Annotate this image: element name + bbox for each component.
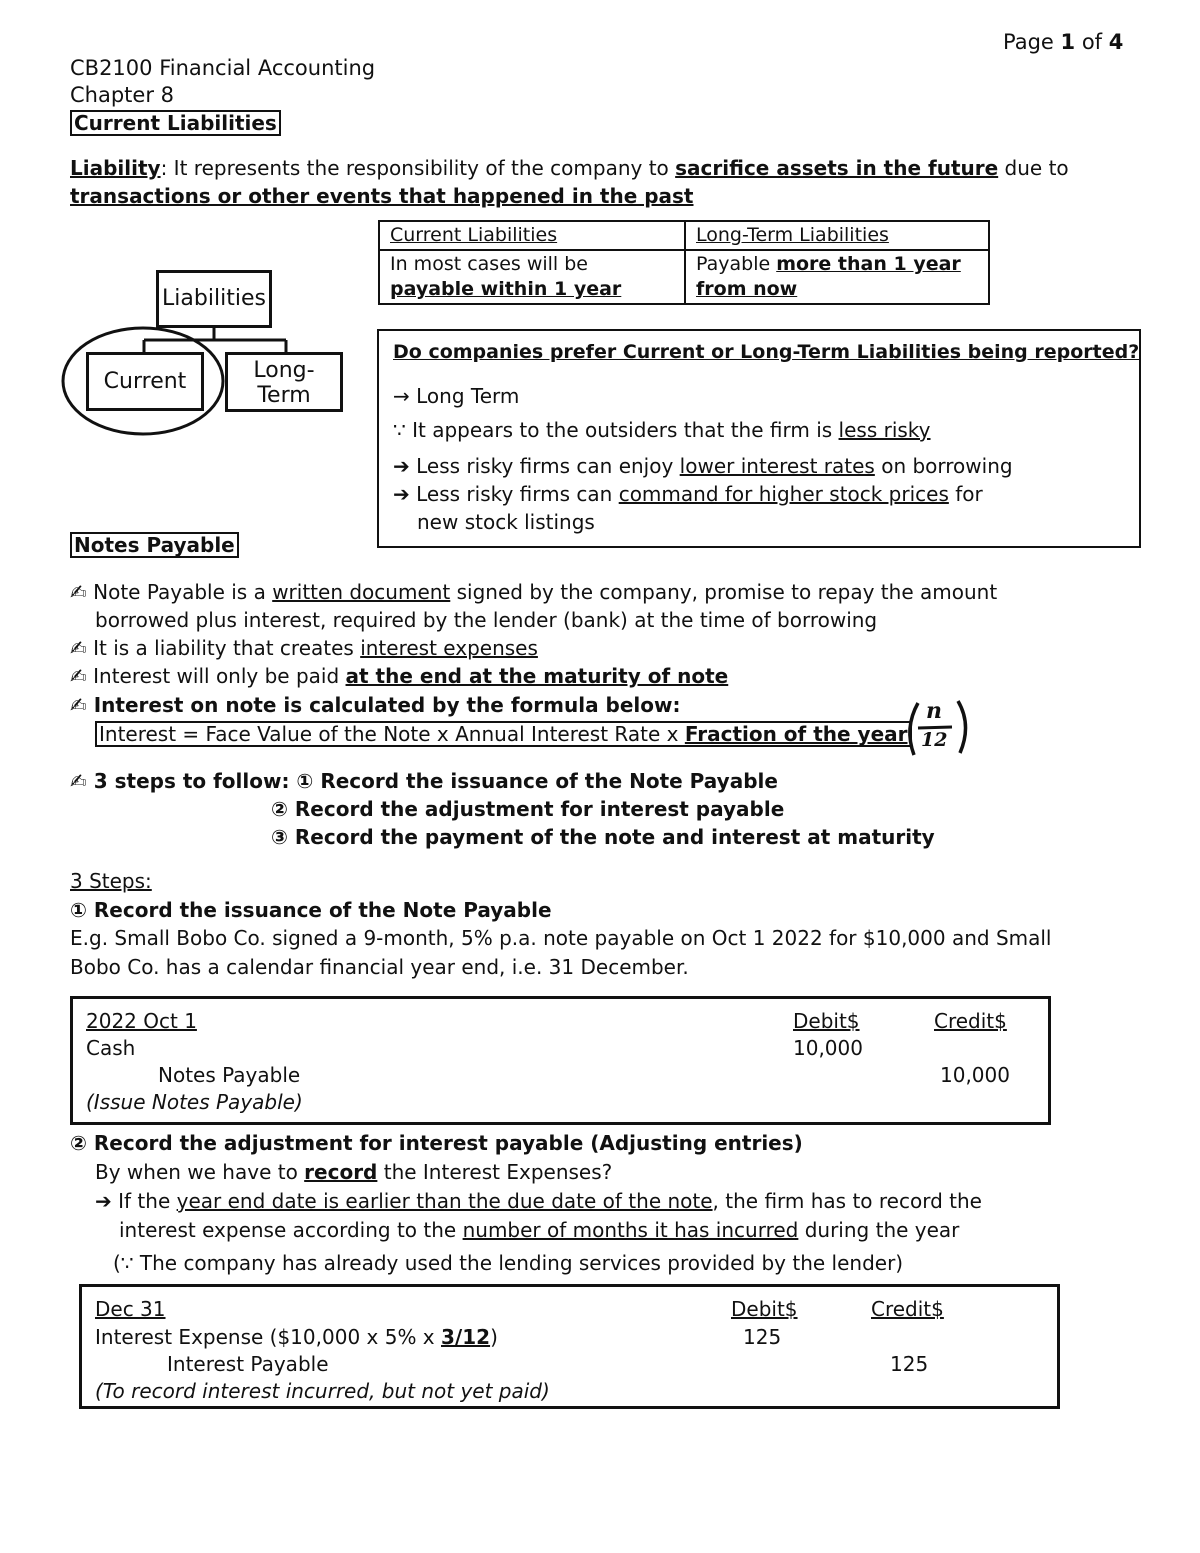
nb1-emph: written document: [272, 580, 451, 604]
def-text-b: due to: [998, 156, 1069, 180]
nb4-text: Interest on note is calculated by the formula below:: [93, 693, 681, 717]
nb1-text-a: Note Payable is a: [93, 580, 273, 604]
page-of: of: [1075, 30, 1109, 54]
arrow-bullet-icon: ➔: [393, 482, 410, 506]
j1-row1-debit: 10,000: [793, 1036, 863, 1060]
j1-date: 2022 Oct 1: [86, 1009, 197, 1033]
s2if-text-a: If the: [111, 1189, 177, 1213]
head-current: Current Liabilities: [379, 221, 685, 250]
page-number: [1003, 30, 1123, 54]
bullet2-text-a: Less risky firms can: [409, 482, 619, 506]
current-text: In most cases will be: [390, 253, 588, 275]
step2-title: ② Record the adjustment for interest payable (Adjusting entries): [70, 1131, 803, 1155]
step1-example-2: Bobo Co. has a calendar financial year end, i.e. 31 December.: [70, 955, 689, 979]
answer-line: [393, 384, 519, 408]
nb2-text-a: It is a liability that creates: [93, 636, 361, 660]
steps-heading: 3 Steps:: [70, 869, 152, 893]
risk-bullet-2: [393, 482, 983, 506]
handwritten-fraction: [902, 697, 972, 759]
step2-if-cont: [119, 1216, 959, 1244]
notes-bullet-4: [70, 691, 680, 719]
because-icon: ∵: [393, 418, 406, 442]
journal-entry-adjustment: [79, 1284, 1060, 1409]
def-emph-a: sacrifice assets in the future: [675, 156, 999, 180]
pencil-icon: ✍: [70, 769, 87, 793]
notes-bullet-3: [70, 662, 728, 690]
s2if-emph1: year end date is earlier than the due date of the note: [176, 1189, 713, 1213]
j2-acc-a: Interest Expense ($10,000 x 5% x: [95, 1325, 441, 1349]
j2-acc-emph: 3/12: [441, 1325, 491, 1349]
j2-narration: (To record interest incurred, but not yet paid): [95, 1379, 550, 1403]
notes-bullet-1: [70, 578, 997, 606]
s2q-emph: record: [304, 1160, 378, 1184]
s2if-text-b: , the firm has to record the: [712, 1189, 982, 1213]
page-total: 4: [1108, 30, 1124, 54]
s2if-text-d: during the year: [798, 1218, 960, 1242]
diagram-long-line2: Term: [257, 383, 311, 408]
right-arrow-icon: →: [393, 384, 410, 408]
formula-text: Interest = Face Value of the Note x Annual Interest Rate x: [99, 722, 685, 746]
j2-credit-head: Credit$: [871, 1297, 944, 1321]
head-long-term: Long-Term Liabilities: [685, 221, 989, 250]
answer-text: Long Term: [409, 384, 520, 408]
risk-bullet-2-cont: new stock listings: [417, 510, 595, 534]
chapter-title: Chapter 8: [70, 83, 174, 107]
j1-debit-head: Debit$: [793, 1009, 860, 1033]
step1-example-1: E.g. Small Bobo Co. signed a 9-month, 5% p.a. note payable on Oct 1 2022 for $10,000 and Small: [70, 926, 1052, 950]
nb2-emph: interest expenses: [360, 636, 538, 660]
pencil-icon: ✍: [70, 664, 87, 688]
j1-row2-credit: 10,000: [940, 1063, 1010, 1087]
j2-debit-head: Debit$: [731, 1297, 798, 1321]
def-colon: :: [160, 156, 168, 180]
pencil-icon: ✍: [70, 693, 87, 717]
liabilities-comparison-table: [378, 220, 990, 305]
notes-bullet-2: [70, 634, 538, 662]
page-label: Page: [1003, 30, 1061, 54]
diagram-long-term: [225, 352, 343, 412]
liability-term: Liability: [70, 156, 161, 180]
hand-denominator: 12: [921, 729, 948, 751]
bullet2-emph: command for higher stock prices: [618, 482, 949, 506]
because-emph: less risky: [838, 418, 931, 442]
course-title: CB2100 Financial Accounting: [70, 56, 376, 80]
j1-row1-account: Cash: [86, 1036, 136, 1060]
step1-title: ① Record the issuance of the Note Payable: [70, 898, 552, 922]
j1-narration: (Issue Notes Payable): [86, 1090, 303, 1114]
long-emph1: more than 1 year: [776, 253, 961, 275]
nb3-text-a: Interest will only be paid: [93, 664, 346, 688]
s2q-text-a: By when we have to: [95, 1160, 305, 1184]
because-line: [393, 418, 931, 442]
question-title: Do companies prefer Current or Long-Term Liabilities being reported?: [393, 341, 1140, 363]
interest-formula: [95, 721, 912, 747]
cell-long-term: [685, 250, 989, 304]
hand-numerator: n: [926, 698, 942, 724]
s2q-text-b: the Interest Expenses?: [377, 1160, 613, 1184]
notes-bullet-1-cont: borrowed plus interest, required by the lender (bank) at the time of borrowing: [95, 608, 878, 632]
def-emph-b: transactions or other events that happened in the past: [70, 184, 694, 208]
j1-row2-account: Notes Payable: [158, 1063, 301, 1087]
diagram-current: Current: [86, 352, 204, 411]
nb3-emph: at the end at the maturity of note: [345, 664, 729, 688]
notes-payable-heading: Notes Payable: [70, 532, 239, 558]
diagram-long-line1: Long-: [253, 358, 315, 383]
cell-current: [379, 250, 685, 304]
long-emph2: from now: [696, 278, 798, 300]
steps-lead: 3 steps to follow:: [93, 769, 297, 793]
bullet1-emph: lower interest rates: [679, 454, 875, 478]
bullet2-text-b: for: [948, 482, 983, 506]
arrow-bullet-icon: ➔: [95, 1189, 112, 1213]
pencil-icon: ✍: [70, 580, 87, 604]
current-emph: payable within 1 year: [390, 278, 622, 300]
steps-overview-3: ③ Record the payment of the note and interest at maturity: [271, 825, 935, 849]
bullet1-text-b: on borrowing: [874, 454, 1013, 478]
j2-acc-b: ): [490, 1325, 498, 1349]
step2-if: [95, 1187, 982, 1215]
j2-date: Dec 31: [95, 1297, 166, 1321]
liability-definition: [70, 154, 1069, 182]
page-current: 1: [1060, 30, 1076, 54]
formula-emph: Fraction of the year: [684, 722, 908, 746]
diagram-root-liabilities: Liabilities: [156, 270, 272, 328]
bullet1-text-a: Less risky firms can enjoy: [409, 454, 680, 478]
long-text: Payable: [696, 253, 777, 275]
step2-question: [95, 1158, 612, 1186]
j1-credit-head: Credit$: [934, 1009, 1007, 1033]
s2if-emph2: number of months it has incurred: [462, 1218, 799, 1242]
steps-overview-1: [70, 767, 778, 795]
j2-row1-debit: 125: [743, 1325, 782, 1349]
steps-overview-2: ② Record the adjustment for interest payable: [271, 797, 785, 821]
risk-bullet-1: [393, 454, 1013, 478]
preference-question-box: [377, 329, 1141, 548]
steps-step1: ① Record the issuance of the Note Payable: [296, 769, 778, 793]
j2-row2-account: Interest Payable: [167, 1352, 329, 1376]
step2-because: (∵ The company has already used the lending services provided by the lender): [113, 1251, 904, 1275]
journal-entry-issuance: [70, 996, 1051, 1125]
s2if-text-c: interest expense according to the: [119, 1218, 463, 1242]
because-text: It appears to the outsiders that the firm is: [405, 418, 839, 442]
nb1-text-b: signed by the company, promise to repay the amount: [450, 580, 998, 604]
long-line1: [696, 252, 978, 277]
j2-row2-credit: 125: [890, 1352, 929, 1376]
arrow-bullet-icon: ➔: [393, 454, 410, 478]
pencil-icon: ✍: [70, 636, 87, 660]
def-text-a: It represents the responsibility of the company to: [167, 156, 676, 180]
topic-heading: Current Liabilities: [70, 110, 281, 136]
j2-row1-account: [95, 1324, 498, 1351]
